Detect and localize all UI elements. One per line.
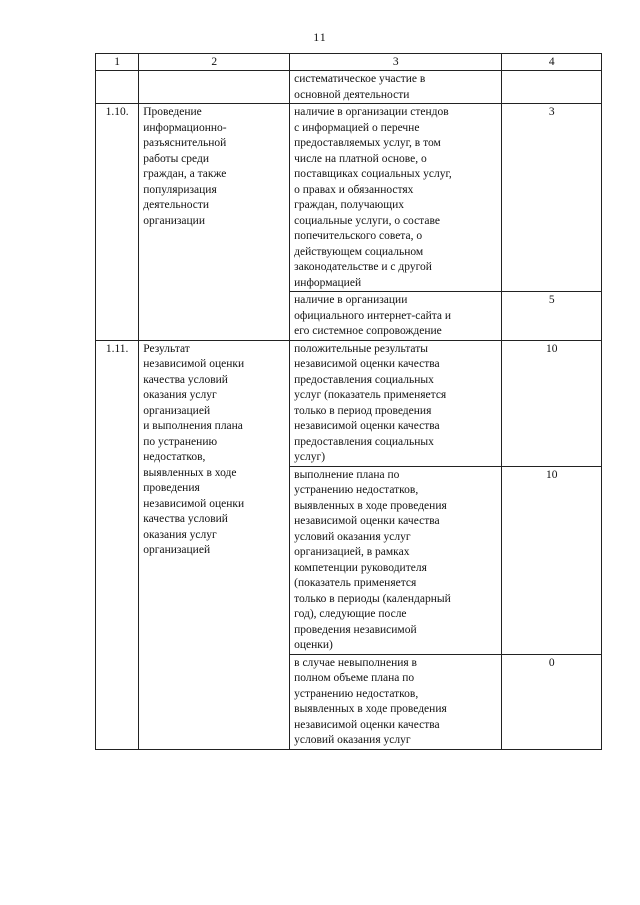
page-number: 11 bbox=[313, 30, 327, 44]
score-cell: 0 bbox=[502, 654, 602, 749]
table-header-row bbox=[96, 54, 602, 71]
indicator-cell: Проведение информационно- разъяснительной работы среди граждан, а также популяризация деятельности организации bbox=[139, 104, 290, 341]
score-cell: 5 bbox=[502, 292, 602, 341]
table-row bbox=[96, 71, 602, 104]
criteria-table bbox=[95, 53, 602, 750]
row-number bbox=[96, 71, 139, 104]
table-row bbox=[96, 104, 602, 292]
criterion-cell: наличие в организации официального интернет-сайта и его системное сопровождение bbox=[290, 292, 502, 341]
table-row bbox=[96, 340, 602, 466]
criterion-cell: выполнение плана по устранению недостатков, выявленных в ходе проведения независимой оценки качества условий оказания услуг организацией, в рамках компетенции руководителя (показатель применяется только в периоды (календарный год), следующие после проведения независимой оценки) bbox=[290, 466, 502, 654]
score-cell bbox=[502, 71, 602, 104]
score-cell: 3 bbox=[502, 104, 602, 292]
header-col-1: 1 bbox=[96, 54, 139, 71]
header-col-2: 2 bbox=[139, 54, 290, 71]
criterion-cell: в случае невыполнения в полном объеме плана по устранению недостатков, выявленных в ходе проведения независимой оценки качества условий оказания услуг bbox=[290, 654, 502, 749]
header-col-4: 4 bbox=[502, 54, 602, 71]
row-number: 1.11. bbox=[96, 340, 139, 749]
indicator-cell bbox=[139, 71, 290, 104]
criterion-cell: систематическое участие в основной деятельности bbox=[290, 71, 502, 104]
row-number: 1.10. bbox=[96, 104, 139, 341]
criterion-cell: положительные результаты независимой оценки качества предоставления социальных услуг (показатель применяется только в период проведения независимой оценки качества предоставления социальных услуг) bbox=[290, 340, 502, 466]
indicator-cell: Результат независимой оценки качества условий оказания услуг организацией и выполнения плана по устранению недостатков, выявленных в ходе проведения независимой оценки качества условий оказания услуг организацией bbox=[139, 340, 290, 749]
criterion-cell: наличие в организации стендов с информацией о перечне предоставляемых услуг, в том числе на платной основе, о поставщиках социальных услуг, о правах и обязанностях граждан, получающих социальные услуги, о составе попечительского совета, о действующем социальном законодательстве и с другой информацией bbox=[290, 104, 502, 292]
score-cell: 10 bbox=[502, 466, 602, 654]
header-col-3: 3 bbox=[290, 54, 502, 71]
score-cell: 10 bbox=[502, 340, 602, 466]
